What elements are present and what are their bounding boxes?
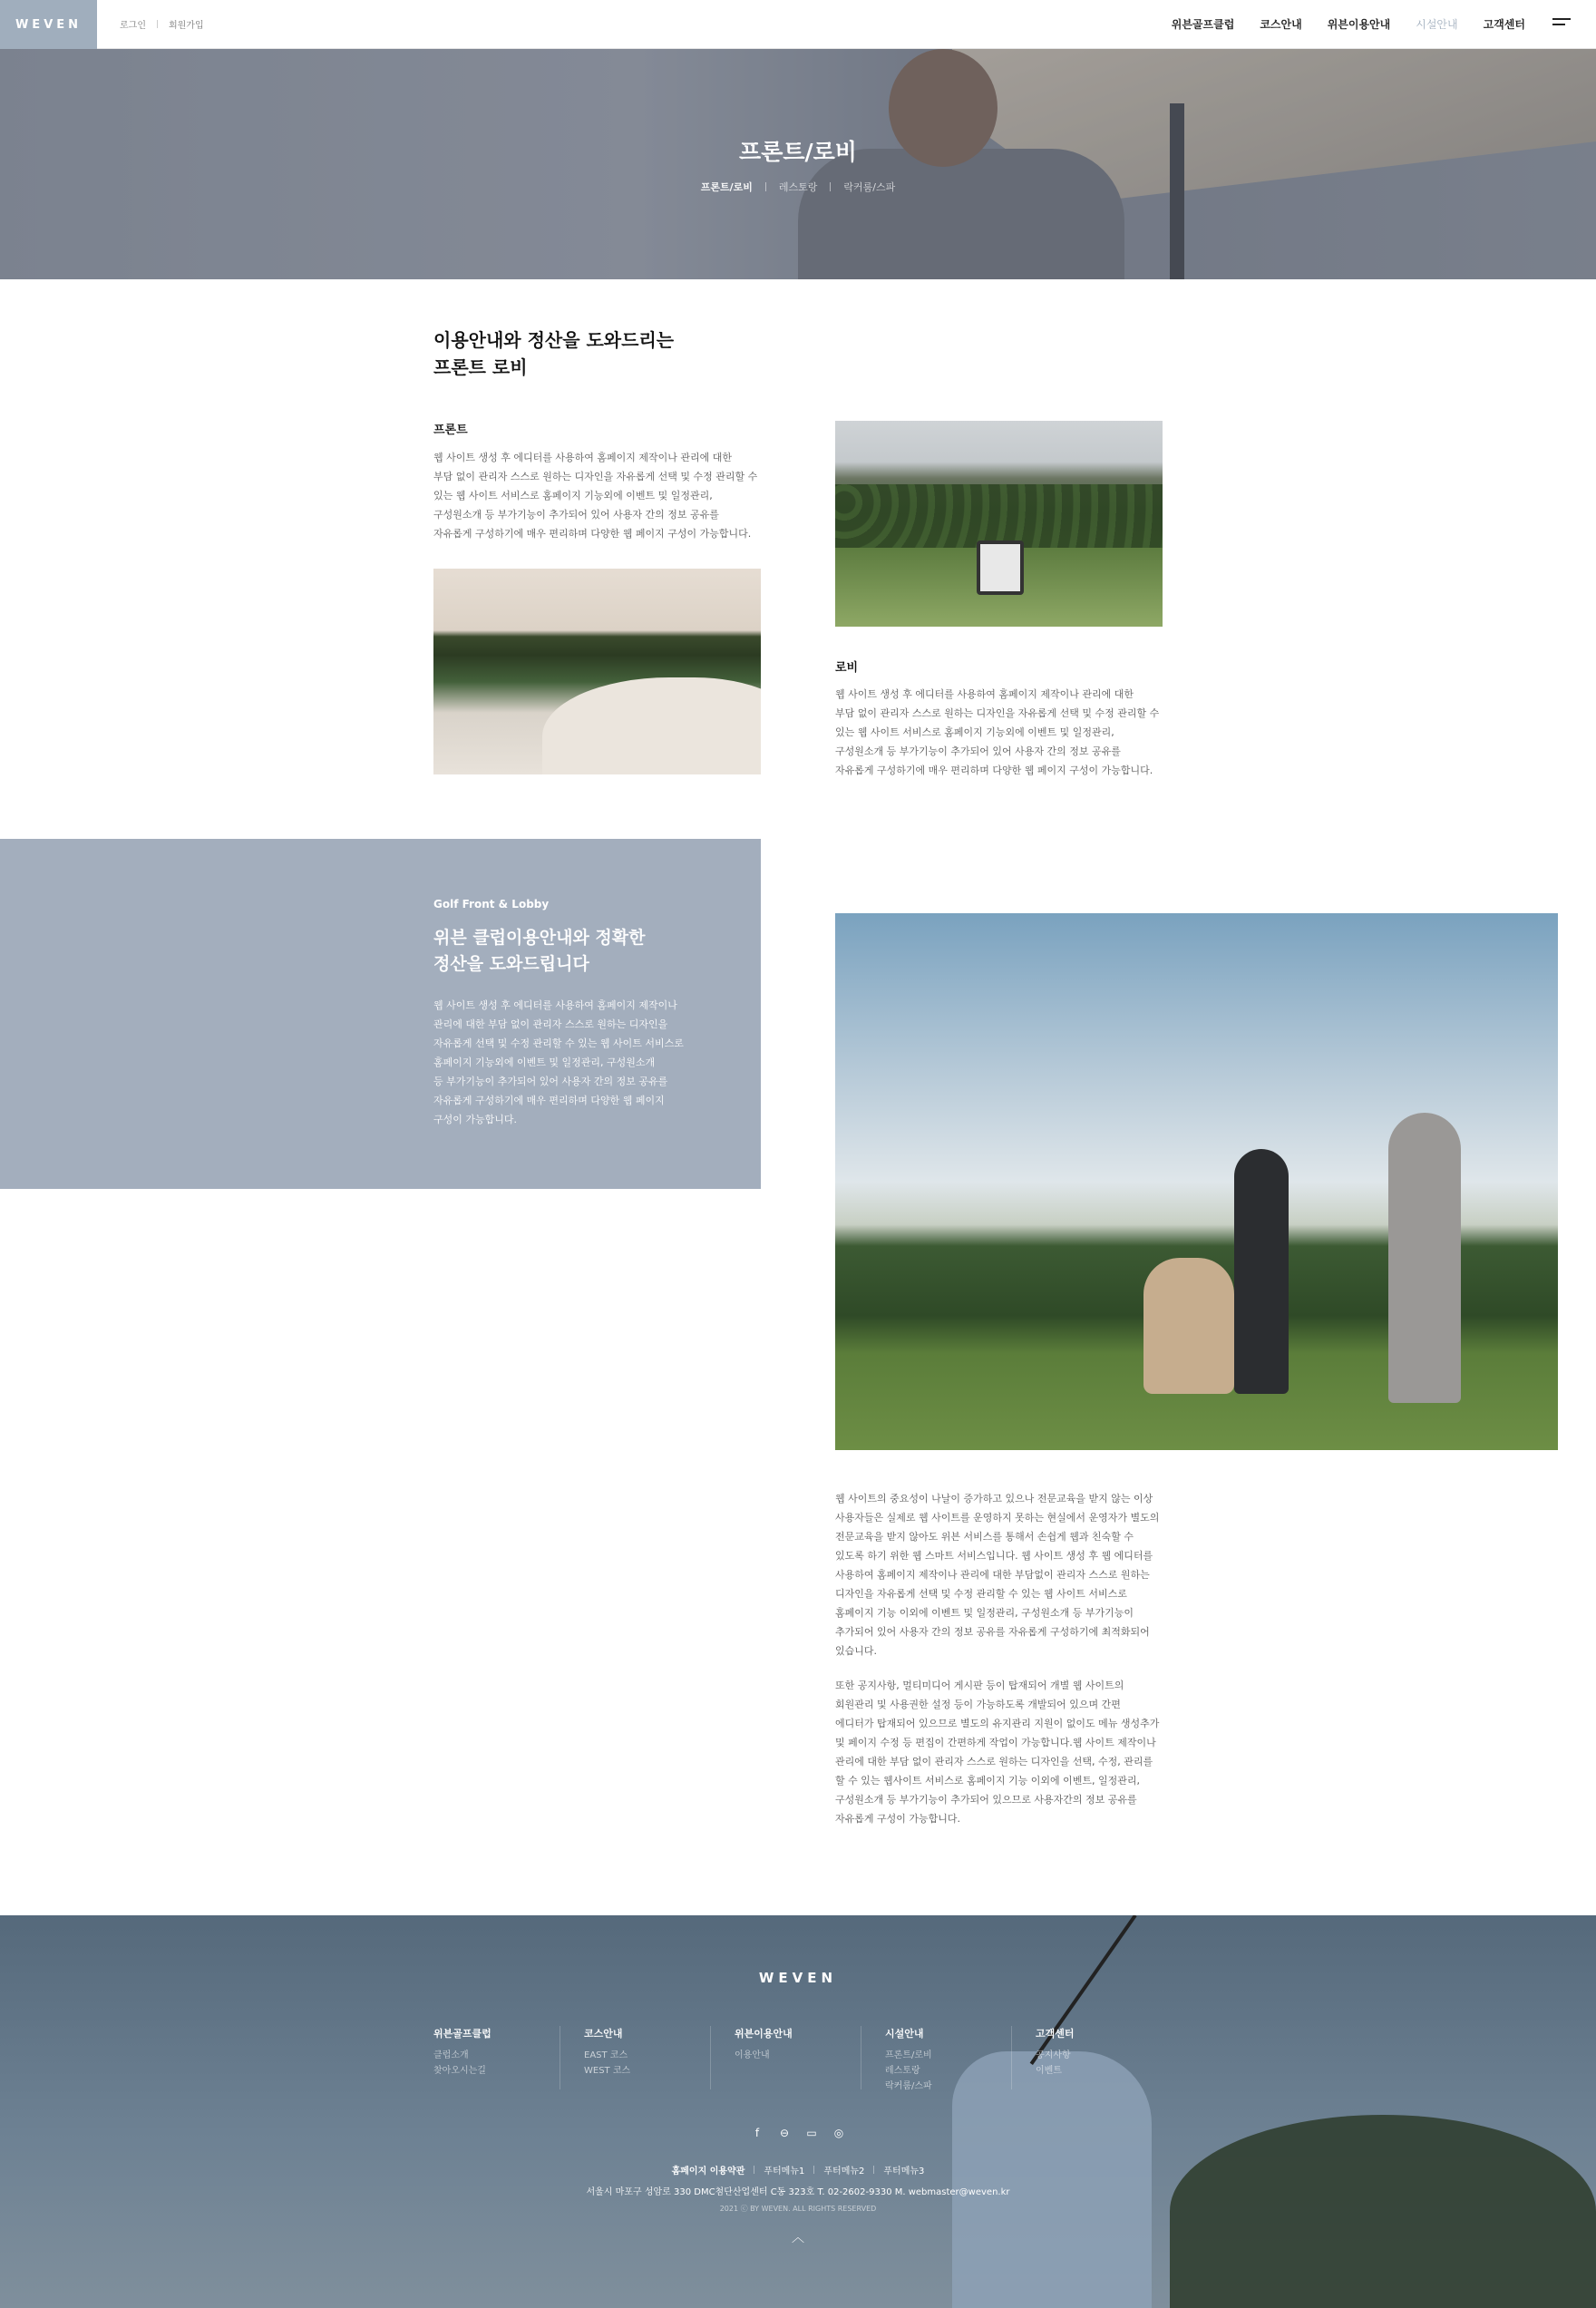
intro-text — [433, 996, 706, 1129]
front-text — [433, 448, 796, 543]
sns-links — [0, 2126, 1596, 2140]
body-text-line: 구성원소개 등 부가기능이 추가되어 있으므로 사용자간의 정보 공유를 — [835, 1794, 1137, 1806]
footer-link[interactable]: 락커룸/스파 — [885, 2081, 932, 2091]
footer-col-title[interactable]: 시설안내 — [885, 2028, 924, 2040]
footer-logo[interactable]: WEVEN — [758, 1970, 838, 1986]
facebook-icon[interactable]: f — [754, 2127, 760, 2139]
cart-photo-trees — [835, 484, 1163, 548]
company-info: 서울시 마포구 성암로 330 DMC첨단산업센터 C동 323호 T. 02-2602-9330 M. webmaster@weven.kr — [586, 2187, 1010, 2197]
intro-text-line: 등 부가기능이 추가되어 있어 사용자 간의 정보 공유를 — [433, 1076, 668, 1087]
body-text-line: 또한 공지사항, 멀티미디어 게시판 등이 탑재되어 개별 웹 사이트의 — [835, 1680, 1124, 1691]
body-text-line: 디자인을 자유롭게 선택 및 수정 관리할 수 있는 웹 사이트 서비스로 — [835, 1588, 1127, 1600]
nav-item-course[interactable]: 코스안내 — [1260, 18, 1302, 31]
intro-text-line: 자유롭게 구성하기에 매우 편리하며 다양한 웹 페이지 — [433, 1095, 665, 1106]
nav-item-club[interactable]: 위븐골프클럽 — [1171, 18, 1235, 31]
footer-menu-1[interactable]: 푸터메뉴1 — [764, 2167, 805, 2177]
talk-icon[interactable]: ▭ — [806, 2127, 817, 2139]
footer-menu-divider — [873, 2166, 874, 2174]
util-divider — [157, 20, 158, 28]
golfer-standing — [1388, 1113, 1461, 1403]
lobby-text-line: 웹 사이트 생성 후 에디터를 사용하여 홈페이지 제작이나 관리에 대한 — [835, 688, 1134, 700]
footer-menu-divider — [813, 2166, 814, 2174]
body-text-line: 관리에 대한 부담 없이 관리자 스스로 원하는 디자인을 선택, 수정, 관리를 — [835, 1756, 1153, 1768]
page-title: 프론트/로비 — [739, 139, 857, 165]
footer-col-guide — [735, 2026, 861, 2089]
body-text-line: 사용하여 홈페이지 제작이나 관리에 대한 부담없이 관리자 스스로 원하는 — [835, 1569, 1150, 1581]
bunker-sand — [542, 677, 761, 774]
copyright: 2021 ⓒ BY WEVEN. ALL RIGHTS RESERVED — [719, 2205, 877, 2213]
body-text-line: 회원관리 및 사용권한 설정 등이 가능하도록 개발되어 있으며 간편 — [835, 1699, 1121, 1710]
body-text-line: 추가되어 있어 사용자 간의 정보 공유를 자유롭게 구성하기에 최적화되어 — [835, 1626, 1150, 1638]
cart-photo-cart — [977, 540, 1024, 595]
body-text-line: 및 페이지 수정 등 편집이 간편하게 작업이 가능합니다.웹 사이트 제작이나 — [835, 1737, 1156, 1748]
golf-cart-photo — [835, 421, 1163, 627]
site-footer — [0, 1915, 1596, 2308]
section-title-line2: 프론트 로비 — [433, 356, 528, 378]
intro-text-line: 구성이 가능합니다. — [433, 1114, 518, 1125]
footer-col-facility — [885, 2026, 1012, 2089]
footer-link[interactable]: 공지사항 — [1036, 2050, 1071, 2060]
tab-restaurant[interactable]: 레스토랑 — [778, 181, 818, 193]
body-text-line: 할 수 있는 웹사이트 서비스로 홈페이지 기능 이외에 이벤트, 일정관리, — [835, 1775, 1140, 1787]
tab-front-lobby[interactable]: 프론트/로비 — [700, 181, 753, 193]
body-text-line: 전문교육을 받지 않아도 위븐 서비스를 통해서 손쉽게 웹과 친숙할 수 — [835, 1531, 1134, 1543]
lobby-text-line: 부담 없이 관리자 스스로 원하는 디자인을 자유롭게 선택 및 수정 관리할 수 — [835, 707, 1160, 719]
footer-col-club — [433, 2026, 560, 2089]
body-text-line: 있습니다. — [835, 1645, 878, 1657]
intro-kicker: Golf Front & Lobby — [433, 898, 550, 911]
login-link[interactable]: 로그인 — [120, 21, 146, 31]
intro-text-line: 홈페이지 기능외에 이벤트 및 일정관리, 구성원소개 — [433, 1057, 656, 1068]
golfers-photo — [835, 913, 1558, 1450]
body-text-line: 웹 사이트의 중요성이 나날이 증가하고 있으나 전문교육을 받지 않는 이상 — [835, 1493, 1153, 1505]
body-text-line: 있도록 하기 위한 웹 스마트 서비스입니다. 웹 사이트 생성 후 웹 에디터를 — [835, 1550, 1153, 1562]
footer-col-title[interactable]: 고객센터 — [1036, 2028, 1075, 2040]
section-title — [433, 326, 674, 381]
blog-icon[interactable]: ⊖ — [779, 2127, 790, 2139]
front-text-line: 구성원소개 등 부가기능이 추가되어 있어 사용자 간의 정보 공유를 — [433, 509, 719, 521]
hero-banner — [0, 49, 1596, 279]
body-text-line: 홈페이지 기능 이외에 이벤트 및 일정관리, 구성원소개 등 부가기능이 — [835, 1607, 1134, 1619]
intro-text-line: 자유롭게 선택 및 수정 관리할 수 있는 웹 사이트 서비스로 — [433, 1037, 684, 1049]
lobby-text-line: 있는 웹 사이트 서비스로 홈페이지 기능외에 이벤트 및 일정관리, — [835, 726, 1114, 738]
chevron-up-icon[interactable]: ︿ — [792, 2231, 804, 2245]
terms-link[interactable]: 홈페이지 이용약관 — [671, 2167, 745, 2177]
footer-link[interactable]: 찾아오시는길 — [433, 2066, 486, 2076]
front-heading: 프론트 — [433, 424, 468, 437]
intro-title-line2: 정산을 도와드립니다 — [433, 954, 589, 974]
footer-link[interactable]: 프론트/로비 — [885, 2050, 932, 2060]
sub-tabs — [0, 180, 1596, 194]
nav-item-guide[interactable]: 위븐이용안내 — [1327, 18, 1391, 31]
footer-menu-3[interactable]: 푸터메뉴3 — [883, 2167, 925, 2177]
nav-item-facility[interactable]: 시설안내 — [1416, 18, 1458, 31]
intro-text-line: 웹 사이트 생성 후 에디터를 사용하여 홈페이지 제작이나 — [433, 999, 677, 1011]
body-text-line: 사용자들은 실제로 웹 사이트를 운영하지 못하는 현실에서 운영자가 별도의 — [835, 1512, 1160, 1524]
footer-link[interactable]: WEST 코스 — [584, 2066, 631, 2076]
footer-link[interactable]: 클럽소개 — [433, 2050, 469, 2060]
main-nav — [1172, 16, 1525, 32]
hamburger-icon[interactable] — [1552, 18, 1571, 31]
footer-link[interactable]: 레스토랑 — [885, 2066, 920, 2076]
body-text-line: 에디터가 탑재되어 있으므로 별도의 유지관리 지원이 없이도 메뉴 생성추가 — [835, 1718, 1160, 1729]
body-text-2 — [835, 1676, 1234, 1828]
footer-link[interactable]: 이벤트 — [1036, 2066, 1062, 2076]
intro-title — [433, 925, 645, 978]
front-text-line: 웹 사이트 생성 후 에디터를 사용하여 홈페이지 제작이나 관리에 대한 — [433, 452, 732, 463]
join-link[interactable]: 회원가입 — [168, 21, 204, 31]
body-text-1 — [835, 1489, 1234, 1660]
lobby-text — [835, 685, 1216, 780]
footer-col-title[interactable]: 코스안내 — [584, 2028, 623, 2040]
footer-col-support — [1036, 2026, 1163, 2089]
intro-text-line: 관리에 대한 부담 없이 관리자 스스로 원하는 디자인을 — [433, 1018, 668, 1030]
golfer-crouching — [1143, 1258, 1234, 1394]
lobby-heading: 로비 — [835, 661, 859, 675]
front-text-line: 부담 없이 관리자 스스로 원하는 디자인을 자유롭게 선택 및 수정 관리할 수 — [433, 471, 758, 482]
front-text-line: 자유롭게 구성하기에 매우 편리하며 다양한 웹 페이지 구성이 가능합니다. — [433, 528, 752, 540]
footer-col-title[interactable]: 위븐이용안내 — [735, 2028, 793, 2040]
footer-menu-2[interactable]: 푸터메뉴2 — [823, 2167, 865, 2177]
instagram-icon[interactable]: ◎ — [833, 2127, 844, 2139]
front-text-line: 있는 웹 사이트 서비스로 홈페이지 기능외에 이벤트 및 일정관리, — [433, 490, 713, 502]
tab-divider — [830, 182, 831, 191]
logo-text: WEVEN — [15, 17, 83, 32]
tab-divider — [765, 182, 766, 191]
bunker-photo — [433, 569, 761, 774]
golfer-swinging — [1234, 1149, 1289, 1394]
footer-col-course — [584, 2026, 711, 2089]
body-text-line: 자유롭게 구성이 가능합니다. — [835, 1813, 961, 1825]
nav-item-support[interactable]: 고객센터 — [1483, 18, 1525, 31]
util-menu — [120, 17, 204, 31]
footer-link[interactable]: EAST 코스 — [584, 2050, 628, 2060]
footer-col-title[interactable]: 위븐골프클럽 — [433, 2028, 491, 2040]
section-title-line1: 이용안내와 정산을 도와드리는 — [433, 329, 675, 351]
lobby-text-line: 구성원소개 등 부가기능이 추가되어 있어 사용자 간의 정보 공유를 — [835, 745, 1121, 757]
site-header — [0, 0, 1596, 49]
footer-menu — [0, 2163, 1596, 2177]
logo[interactable] — [0, 0, 97, 49]
footer-link[interactable]: 이용안내 — [735, 2050, 770, 2060]
lobby-text-line: 자유롭게 구성하기에 매우 편리하며 다양한 웹 페이지 구성이 가능합니다. — [835, 764, 1153, 776]
intro-title-line1: 위븐 클럽이용안내와 정확한 — [433, 928, 646, 948]
tab-locker-spa[interactable]: 락커룸/스파 — [843, 181, 896, 193]
